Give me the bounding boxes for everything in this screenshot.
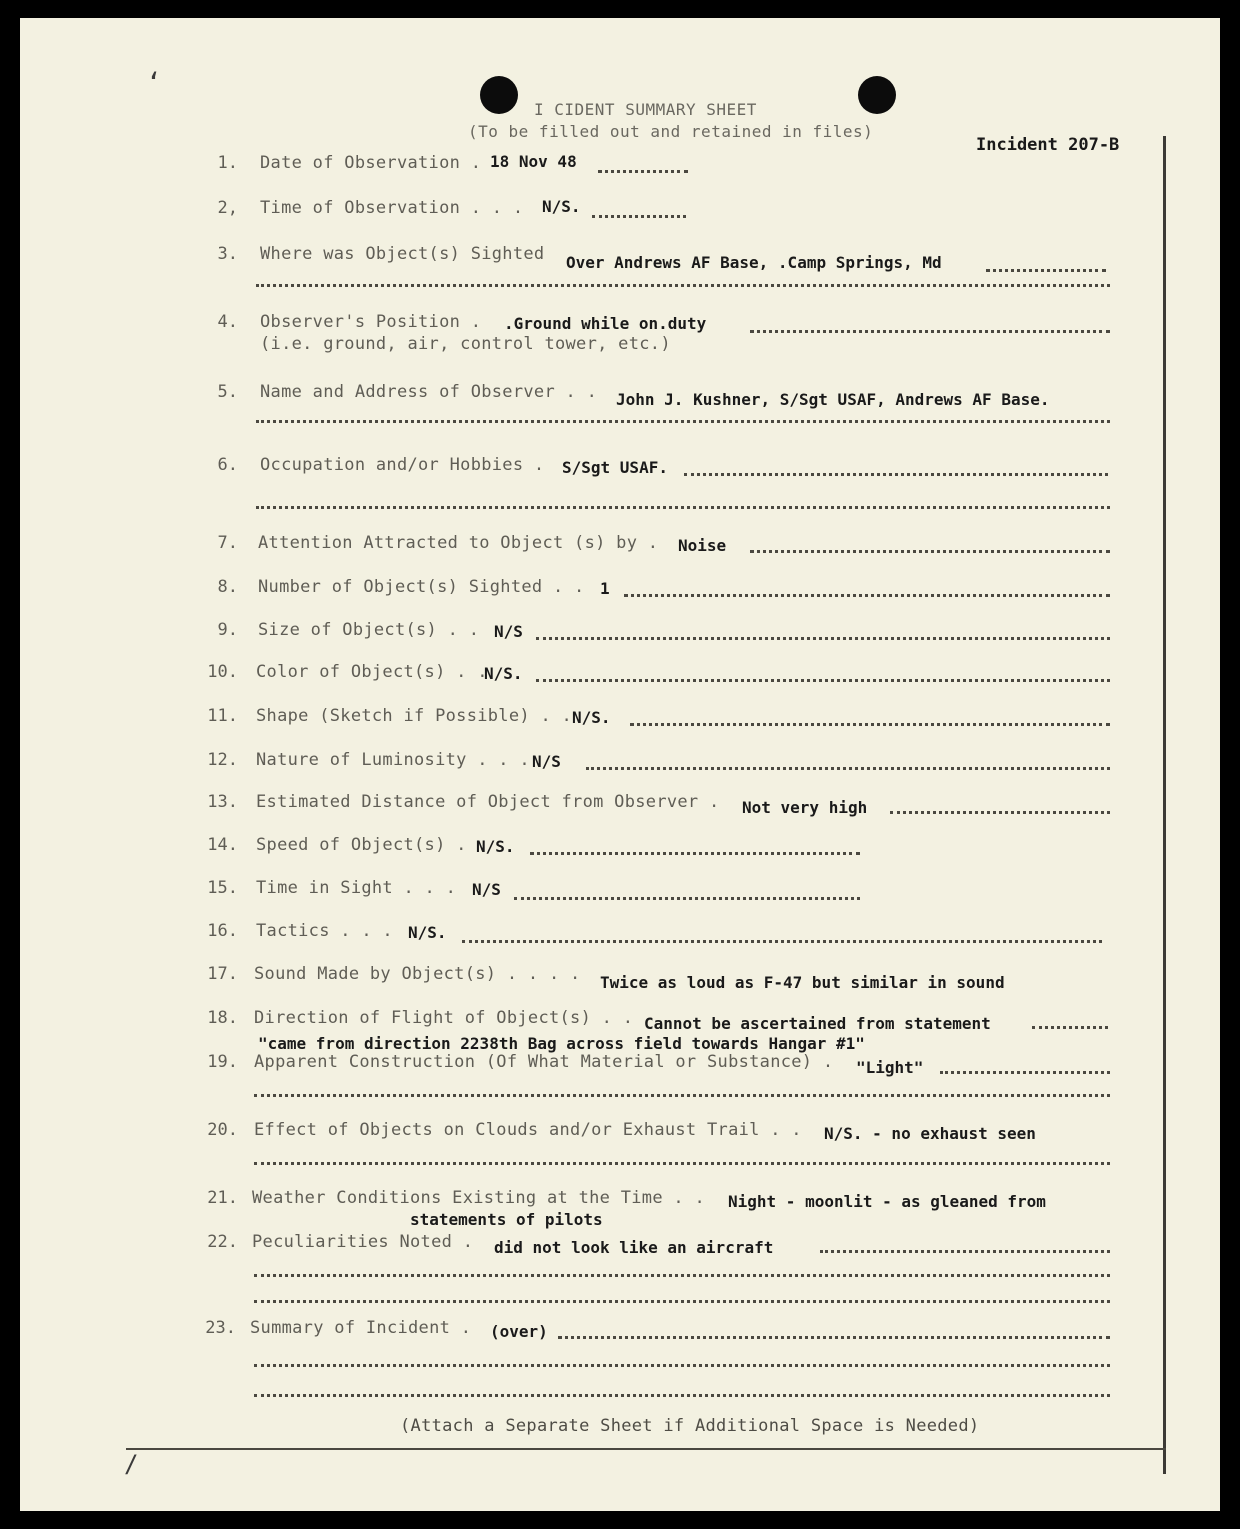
dot-leader-line — [254, 1090, 1110, 1097]
item-number: 10. — [207, 662, 238, 682]
item-label: Name and Address of Observer . . — [260, 382, 598, 402]
item-value: "Light" — [856, 1058, 924, 1077]
item-value: N/S. — [408, 923, 447, 942]
dot-leader — [586, 763, 1110, 770]
item-value: (over) — [490, 1322, 548, 1341]
item-label: Speed of Object(s) . . — [256, 835, 488, 855]
item-label: Attention Attracted to Object (s) by . — [258, 533, 659, 553]
item-label: Estimated Distance of Object from Observer . — [256, 792, 720, 812]
item-value: N/S. — [572, 708, 611, 727]
dot-leader-line — [254, 1360, 1110, 1367]
item-label: Number of Object(s) Sighted . . — [258, 577, 585, 597]
dot-leader — [986, 265, 1106, 272]
dot-leader-line — [254, 1270, 1110, 1277]
item-number: 9. — [217, 620, 238, 640]
item-sublabel: (i.e. ground, air, control tower, etc.) — [260, 334, 671, 354]
item-number: 23. — [205, 1318, 236, 1338]
dot-leader-line — [256, 416, 1110, 423]
item-value: 18 Nov 48 — [490, 152, 577, 171]
dot-leader-line — [256, 502, 1110, 509]
dot-leader-line — [256, 280, 1110, 287]
dot-leader — [630, 719, 1110, 726]
dot-leader — [558, 1332, 1110, 1339]
item-label: Where was Object(s) Sighted — [260, 244, 545, 264]
item-number: 8. — [217, 577, 238, 597]
item-label: Nature of Luminosity . . . — [256, 750, 530, 770]
item-value: N/S. — [484, 664, 523, 683]
dot-leader-line — [254, 1390, 1110, 1397]
document-page — [20, 18, 1220, 1511]
item-label: Time of Observation . . . — [260, 198, 524, 218]
item-value: Twice as loud as F-47 but similar in sound — [600, 973, 1005, 992]
item-value: Over Andrews AF Base, .Camp Springs, Md — [566, 253, 942, 272]
item-label: Peculiarities Noted . — [252, 1232, 474, 1252]
item-label: Date of Observation . — [260, 153, 482, 173]
footer-note: (Attach a Separate Sheet if Additional Space is Needed) — [400, 1416, 980, 1436]
item-label: Tactics . . . — [256, 921, 393, 941]
item-value: John J. Kushner, S/Sgt USAF, Andrews AF Base. — [616, 390, 1050, 409]
punch-hole-left — [480, 76, 518, 114]
dot-leader — [514, 893, 860, 900]
item-number: 20. — [207, 1120, 238, 1140]
item-value: N/S. — [542, 197, 581, 216]
form-title: I CIDENT SUMMARY SHEET — [534, 100, 757, 119]
item-value: Night - moonlit - as gleaned from — [728, 1192, 1046, 1211]
item-number: 22. — [207, 1232, 238, 1252]
dot-leader — [684, 469, 1108, 476]
item-number: 15. — [207, 878, 238, 898]
item-number: 2, — [217, 198, 238, 218]
dot-leader — [624, 590, 1110, 597]
item-number: 1. — [217, 153, 238, 173]
item-label: Shape (Sketch if Possible) . . — [256, 706, 573, 726]
item-number: 19. — [207, 1052, 238, 1072]
item-label: Direction of Flight of Object(s) . . — [254, 1008, 634, 1028]
item-number: 14. — [207, 835, 238, 855]
item-value: Cannot be ascertained from statement — [644, 1014, 991, 1033]
item-continuation: statements of pilots — [410, 1210, 603, 1229]
item-number: 7. — [217, 533, 238, 553]
dot-leader — [536, 633, 1110, 640]
item-value: .Ground while on.duty — [504, 314, 707, 333]
dot-leader — [598, 166, 688, 173]
dot-leader — [462, 936, 1102, 943]
item-value: N/S — [494, 622, 523, 641]
item-value: 1 — [600, 579, 610, 598]
right-margin-rule — [1163, 136, 1166, 1474]
item-value: Noise — [678, 536, 727, 555]
item-label: Weather Conditions Existing at the Time . . — [252, 1188, 705, 1208]
item-number: 17. — [207, 964, 238, 984]
bottom-rule — [126, 1448, 1166, 1450]
item-number: 3. — [217, 244, 238, 264]
item-label: Effect of Objects on Clouds and/or Exhaust Trail . . — [254, 1120, 802, 1140]
stray-mark: ‘ — [146, 68, 162, 98]
item-number: 21. — [207, 1188, 238, 1208]
item-number: 18. — [207, 1008, 238, 1028]
item-value: N/S — [472, 880, 501, 899]
item-value: N/S. — [476, 837, 515, 856]
dot-leader-line — [254, 1296, 1110, 1303]
stray-mark: / — [124, 1450, 139, 1478]
form-subtitle: (To be filled out and retained in files) — [468, 122, 874, 141]
item-value: N/S — [532, 752, 561, 771]
item-number: 12. — [207, 750, 238, 770]
item-number: 16. — [207, 921, 238, 941]
dot-leader — [1032, 1022, 1108, 1029]
item-value: did not look like an aircraft — [494, 1238, 774, 1257]
incident-number: Incident 207-B — [976, 135, 1120, 155]
dot-leader — [820, 1246, 1110, 1253]
dot-leader — [890, 807, 1110, 814]
item-label: Time in Sight . . . — [256, 878, 457, 898]
item-value: S/Sgt USAF. — [562, 458, 668, 477]
dot-leader-line — [254, 1158, 1110, 1165]
item-number: 5. — [217, 382, 238, 402]
punch-hole-right — [858, 76, 896, 114]
dot-leader — [530, 848, 860, 855]
dot-leader — [536, 675, 1110, 682]
item-number: 13. — [207, 792, 238, 812]
item-label: Size of Object(s) . . — [258, 620, 480, 640]
dot-leader — [750, 326, 1110, 333]
item-label: Color of Object(s) . . — [256, 662, 488, 682]
dot-leader — [750, 546, 1110, 553]
item-label: Observer's Position . — [260, 312, 482, 332]
item-value: N/S. - no exhaust seen — [824, 1124, 1036, 1143]
dot-leader — [592, 211, 686, 218]
item-label: Summary of Incident . — [250, 1318, 472, 1338]
dot-leader — [940, 1067, 1110, 1074]
item-number: 11. — [207, 706, 238, 726]
item-label: Occupation and/or Hobbies . — [260, 455, 545, 475]
item-number: 6. — [217, 455, 238, 475]
item-number: 4. — [217, 312, 238, 332]
item-value: Not very high — [742, 798, 868, 817]
item-continuation: "came from direction 2238th Bag across field towards Hangar #1" — [258, 1034, 865, 1053]
item-label: Sound Made by Object(s) . . . . — [254, 964, 581, 984]
item-label: Apparent Construction (Of What Material or Substance) . — [254, 1052, 834, 1072]
